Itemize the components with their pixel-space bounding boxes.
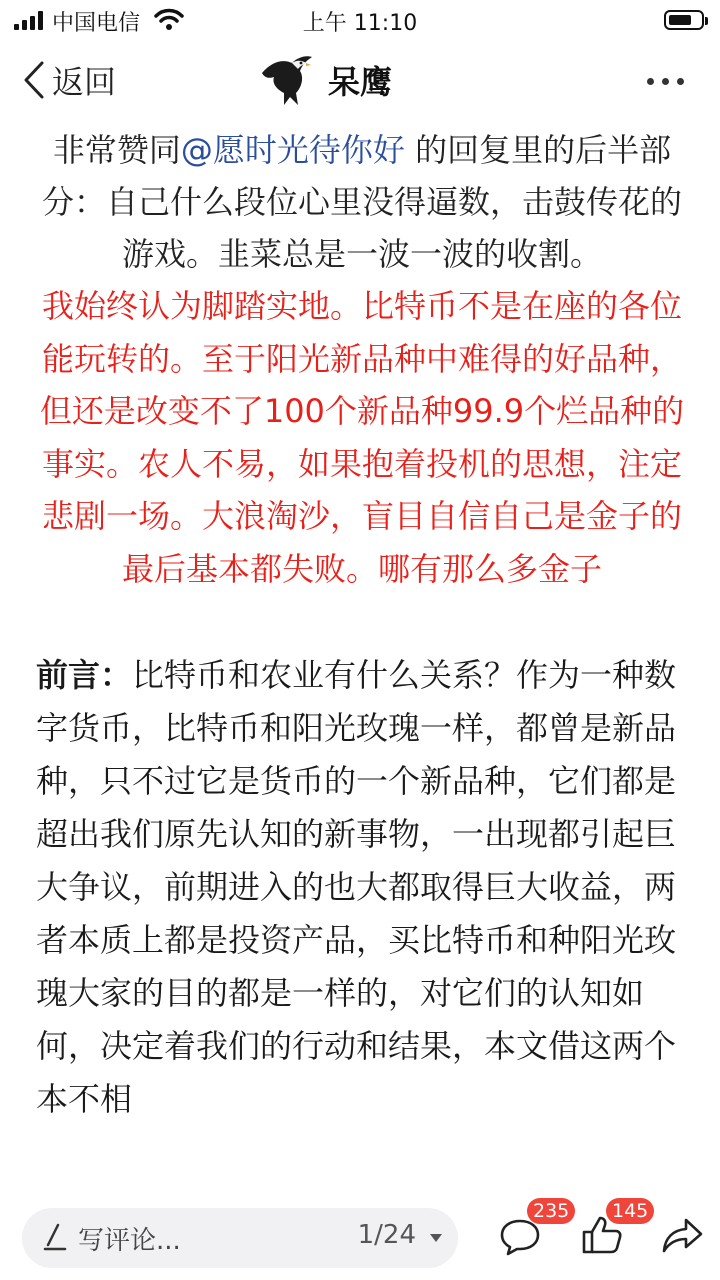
quote-suffix: 的回复里的后半部分：自己什么段位心里没得逼数，击鼓传花的游戏。韭菜总是一波一波的收割。 — [41, 131, 682, 273]
back-label: 返回 — [52, 63, 117, 101]
status-time: 上午 11:10 — [302, 11, 418, 36]
status-bar — [0, 0, 720, 40]
share-button[interactable] — [660, 1214, 704, 1262]
mention-link[interactable]: @愿时光待你好 — [180, 131, 405, 169]
author-name: 呆鹰 — [328, 63, 393, 101]
like-count-badge: 145 — [606, 1198, 654, 1224]
carrier-name: 中国电信 — [52, 11, 141, 36]
comment-count-badge: 235 — [527, 1198, 575, 1224]
nav-bar — [0, 40, 720, 124]
body-heading: 前言： — [36, 656, 133, 694]
more-dots-icon — [647, 78, 654, 85]
page-indicator[interactable]: 1/24 — [357, 1220, 416, 1250]
eagle-avatar-icon[interactable] — [258, 51, 314, 109]
bottom-action-bar — [0, 1186, 720, 1280]
pen-icon — [42, 1222, 68, 1252]
comment-placeholder: 写评论... — [78, 1226, 181, 1256]
caret-down-icon[interactable] — [430, 1234, 442, 1242]
more-button[interactable] — [647, 78, 684, 85]
quote-paragraph — [36, 124, 688, 280]
quote-prefix: 非常赞同 — [52, 131, 181, 169]
back-button[interactable] — [22, 58, 116, 102]
highlight-paragraph: 我始终认为脚踏实地。比特币不是在座的各位能玩转的。至于阳光新品种中难得的好品种，但还是改变不了100个新品种99.9个烂品种的事实。农人不易，如果抱着投机的思想，注定悲剧一场。大浪淘沙，盲目自信自己是金子的最后基本都失败。哪有那么多金子 — [39, 287, 685, 588]
share-arrow-icon — [660, 1214, 704, 1258]
battery-icon — [664, 10, 704, 30]
chevron-left-icon — [22, 60, 46, 100]
body-text: 比特币和农业有什么关系？作为一种数字货币，比特币和阳光玫瑰一样，都曾是新品种，只不过它是货币的一个新品种，它们都是超出我们原先认知的新事物，一出现都引起巨大争议，前期进入的也大都取得巨大收益，两者本质上都是投资产品，买比特币和种阳光玫瑰大家的目的都是一样的，对它们的认知如何，决定着我们的行动和结果，本文借这两个本不相 — [36, 656, 677, 1118]
comment-input[interactable] — [22, 1208, 458, 1268]
post-content — [36, 124, 688, 1126]
body-paragraph — [36, 649, 688, 1126]
author-header[interactable] — [258, 48, 392, 112]
